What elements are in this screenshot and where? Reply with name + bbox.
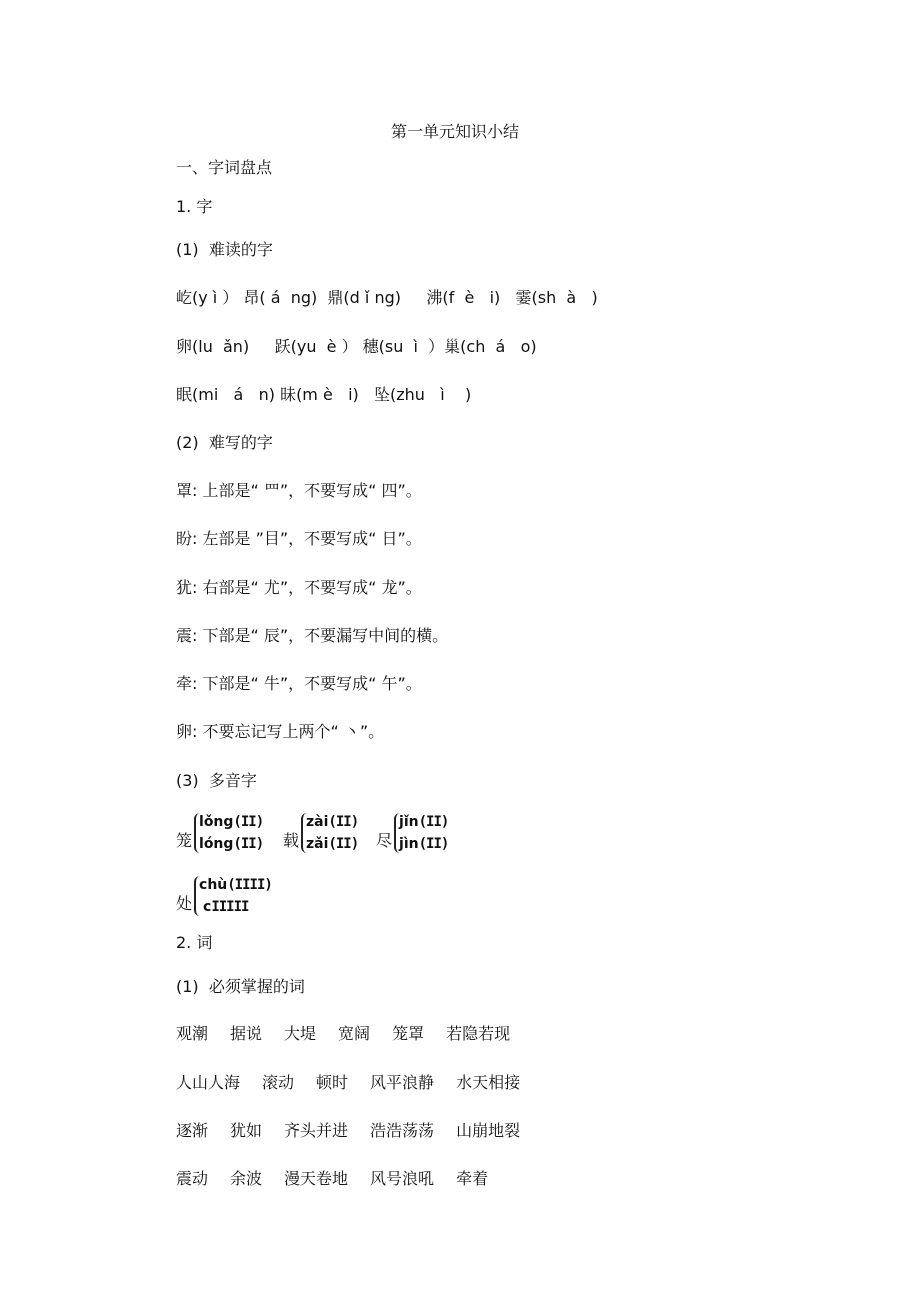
hard-write-line: 震: 下部是“ 辰”，不要漏写中间的横。 [176, 626, 449, 645]
polyphone-reading: zài(II) [306, 814, 359, 830]
word-item: 滚动 [262, 1073, 295, 1092]
word-item: 山崩地裂 [456, 1121, 521, 1140]
subheading-hard-to-write: (2) 难写的字 [176, 433, 273, 452]
polyphone-brace [394, 813, 448, 853]
hard-write-line: 卵: 不要忘记写上两个“ 丶”。 [176, 722, 385, 741]
polyphone-char: 处 [176, 894, 193, 913]
word-item: 风平浪静 [370, 1073, 435, 1092]
polyphone-reading: jìn(II) [399, 836, 449, 852]
polyphone-reading: chù(IIII) [199, 877, 272, 893]
word-item: 震动 [176, 1169, 209, 1188]
subheading-must-master: (1) 必须掌握的词 [176, 977, 305, 996]
word-item: 人山人海 [176, 1073, 241, 1092]
word-item: 笼罩 [392, 1024, 425, 1043]
word-item: 浩浩荡荡 [370, 1121, 435, 1140]
hard-read-line: 卵(lu ǎn) 跃(yu è ） 穗(su ì ）巢(ch á o) [176, 337, 537, 356]
word-item: 观潮 [176, 1024, 209, 1043]
word-item: 漫天卷地 [284, 1169, 349, 1188]
polyphone-reading: cIIIII [203, 899, 249, 915]
polyphone-reading: jǐn(II) [399, 814, 449, 830]
polyphone-char: 笼 [176, 831, 193, 850]
polyphone-group [376, 813, 448, 853]
page-title: 第一单元知识小结 [390, 122, 519, 141]
subheading-polyphones: (3) 多音字 [176, 771, 257, 790]
polyphone-char: 载 [283, 831, 300, 850]
word-item: 据说 [230, 1024, 263, 1043]
polyphone-reading: lǒng(II) [199, 814, 264, 830]
word-item: 逐渐 [176, 1121, 209, 1140]
word-item: 牵着 [456, 1169, 489, 1188]
word-row [176, 1169, 510, 1189]
hard-write-line: 盼: 左部是 ”目”，不要写成“ 日”。 [176, 529, 422, 548]
hard-write-line: 罩: 上部是“ 罒”，不要写成“ 四”。 [176, 481, 422, 500]
hard-write-line: 犹: 右部是“ 尤”，不要写成“ 龙”。 [176, 578, 422, 597]
polyphone-reading: zǎi(II) [306, 836, 359, 852]
polyphone-brace [301, 813, 358, 853]
word-item: 余波 [230, 1169, 263, 1188]
section-heading-words: 一、字词盘点 [176, 158, 273, 177]
word-item: 若隐若现 [446, 1024, 511, 1043]
word-item: 大堤 [284, 1024, 317, 1043]
hard-read-line: 眠(mi á n) 昧(m è i) 坠(zhu ì ) [176, 385, 472, 404]
word-item: 犹如 [230, 1121, 263, 1140]
word-item: 宽阔 [338, 1024, 371, 1043]
hard-write-line: 牵: 下部是“ 牛”，不要写成“ 午”。 [176, 674, 422, 693]
word-row [176, 1073, 542, 1093]
subheading-words: 2. 词 [176, 933, 213, 952]
polyphone-char: 尽 [376, 831, 393, 850]
polyphone-brace [194, 813, 263, 853]
polyphone-group [176, 813, 263, 853]
word-row [176, 1024, 532, 1044]
polyphone-reading: lóng(II) [199, 836, 264, 852]
polyphone-group [283, 813, 358, 853]
subheading-hard-to-read: (1) 难读的字 [176, 240, 273, 259]
hard-read-line: 屹(y ì ） 昂( á ng) 鼎(d ǐ ng) 沸(f è i) 霎(sh à ) [176, 288, 598, 307]
word-item: 水天相接 [456, 1073, 521, 1092]
word-item: 齐头并进 [284, 1121, 349, 1140]
subheading-characters: 1. 字 [176, 197, 213, 216]
polyphone-group [176, 876, 272, 916]
polyphone-brace [194, 876, 272, 916]
word-item: 顿时 [316, 1073, 349, 1092]
word-item: 风号浪吼 [370, 1169, 435, 1188]
word-row [176, 1121, 542, 1141]
